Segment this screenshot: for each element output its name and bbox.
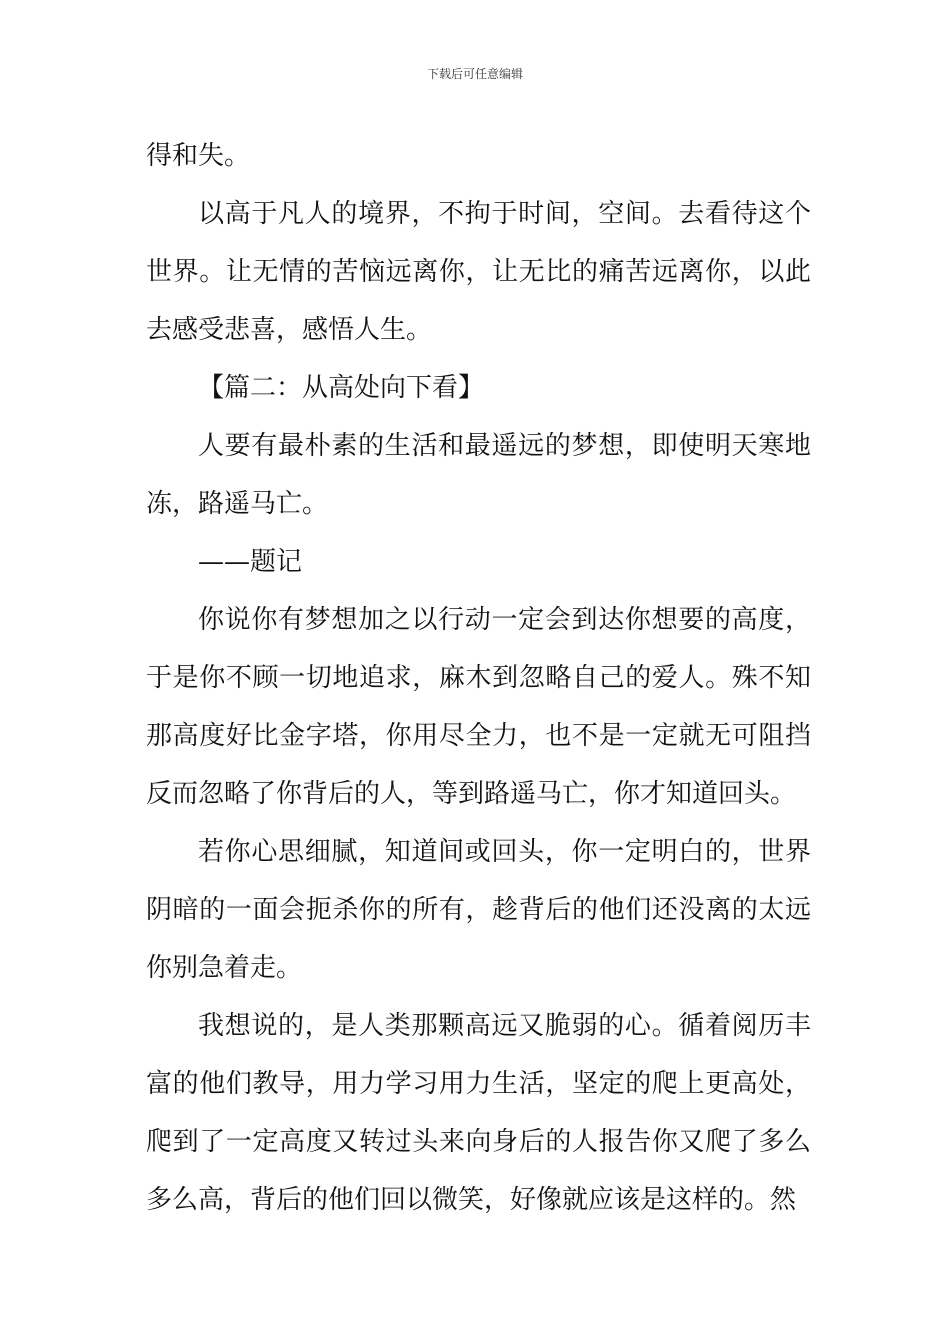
section-heading: 【篇二：从高处向下看】 bbox=[198, 373, 485, 403]
document-body bbox=[146, 127, 811, 1229]
paragraph: 若你心思细腻，知道间或回头，你一定明白的，世界阴暗的一面会扼杀你的所有，趁背后的他们还没离的太远你别急着走。 bbox=[146, 837, 811, 983]
paragraph: 你说你有梦想加之以行动一定会到达你想要的高度，于是你不顾一切地追求，麻木到忽略自己的爱人。殊不知那高度好比金字塔，你用尽全力，也不是一定就无可阻挡反而忽略了你背后的人，等到路遥马亡，你才知道回头。 bbox=[146, 605, 811, 809]
paragraph: 以高于凡人的境界，不拘于时间，空间。去看待这个世界。让无情的苦恼远离你，让无比的痛苦远离你，以此去感受悲喜，感悟人生。 bbox=[146, 199, 811, 345]
paragraph: 我想说的，是人类那颗高远又脆弱的心。循着阅历丰富的他们教导，用力学习用力生活，坚定的爬上更高处，爬到了一定高度又转过头来向身后的人报告你又爬了多么多么高，背后的他们回以微笑，好像就应该是这样的。然 bbox=[146, 1011, 811, 1215]
page-header: 下载后可任意编辑 bbox=[426, 67, 523, 81]
paragraph-continuation: 得和失。 bbox=[146, 141, 251, 171]
epigraph: 人要有最朴素的生活和最遥远的梦想，即使明天寒地冻，路遥马亡。 bbox=[146, 431, 811, 519]
epigraph-attribution: ——题记 bbox=[198, 547, 303, 577]
